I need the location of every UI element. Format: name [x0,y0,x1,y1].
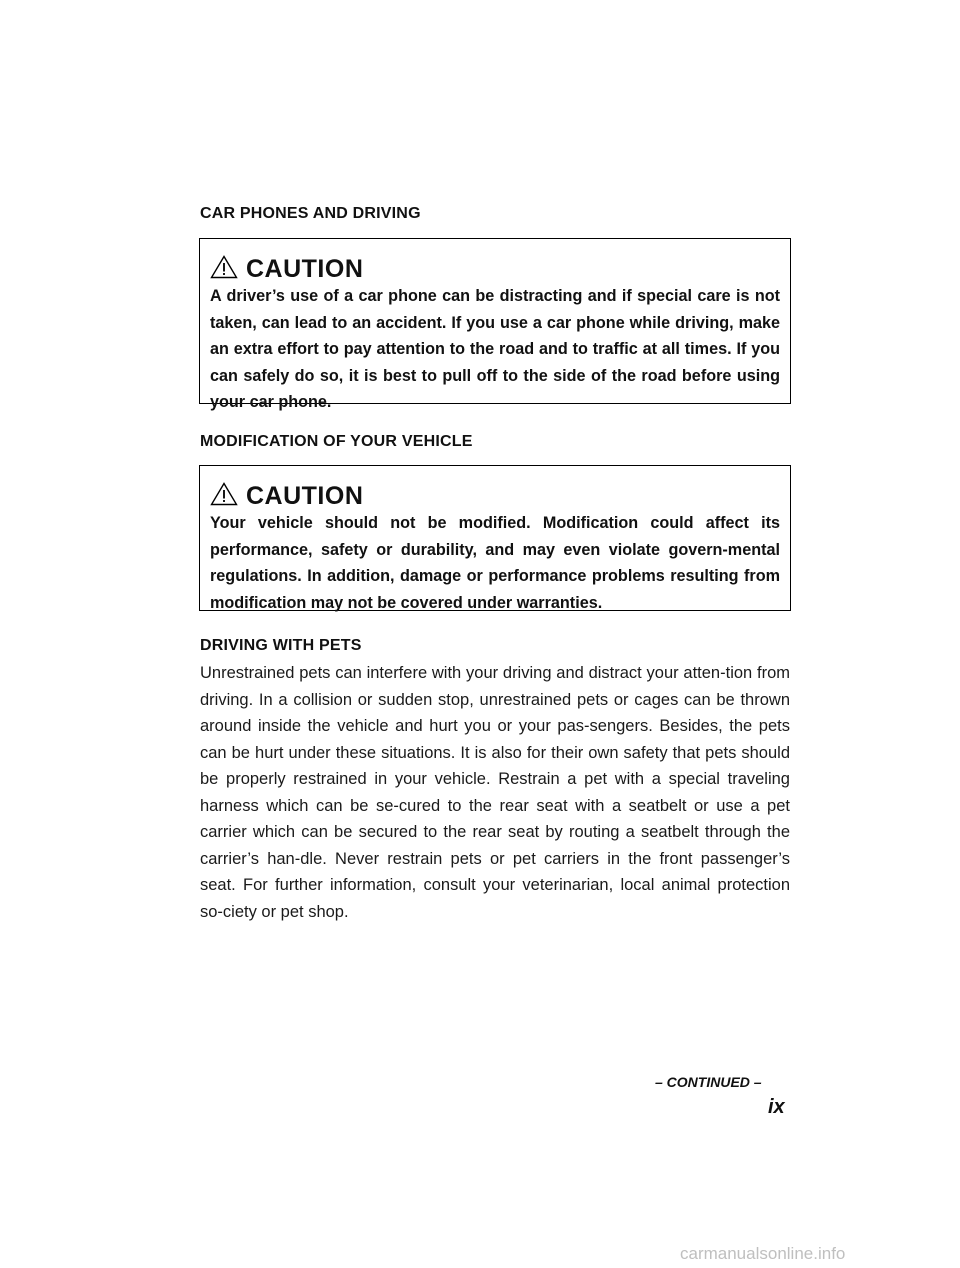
warning-triangle-icon [210,482,238,506]
heading-car-phones: CAR PHONES AND DRIVING [200,205,421,222]
caution-header [210,478,780,510]
caution-box-car-phones [199,238,791,411]
caution-label: CAUTION [246,482,364,510]
warning-triangle-icon [210,255,238,279]
caution-text: A driver’s use of a car phone can be distracting and if special care is not taken, can lead to an accident. If you use a car phone while driving, make an extra effort to pay attention to the road and to traffic at all times. If you can safely do so, it is best to pull off to the side of the road before using your car phone. [210,287,780,411]
caution-text: Your vehicle should not be modified. Modification could affect its performance, safety or durability, and may even violate govern-mental regulations. In addition, damage or performance problems resulting from modification may not be covered under warranties. [210,514,780,612]
continued-label: – CONTINUED – [655,1074,762,1090]
heading-driving-with-pets: DRIVING WITH PETS [200,637,362,654]
caution-box-modification [199,465,791,611]
caution-label: CAUTION [246,255,364,283]
heading-modification: MODIFICATION OF YOUR VEHICLE [200,433,473,450]
pets-body-text: Unrestrained pets can interfere with your driving and distract your atten-tion from driving. In a collision or sudden stop, unrestrained pets or cages can be thrown around inside the vehicle and hurt you or your pas-sengers. Besides, the pets can be hurt under these situations. It is also for their own safety that pets should be properly restrained in your vehicle. Restrain a pet with a special traveling harness which can be se-cured to the rear seat with a seatbelt or use a pet carrier which can be secured to the rear seat by routing a seatbelt through the carrier’s han-dle. Never restrain pets or pet carriers in the front passenger’s seat. For further information, consult your veterinarian, local animal protection so-ciety or pet shop. [200,664,790,921]
page-number: ix [768,1096,785,1118]
watermark: carmanualsonline.info [680,1244,846,1263]
caution-header [210,251,780,283]
